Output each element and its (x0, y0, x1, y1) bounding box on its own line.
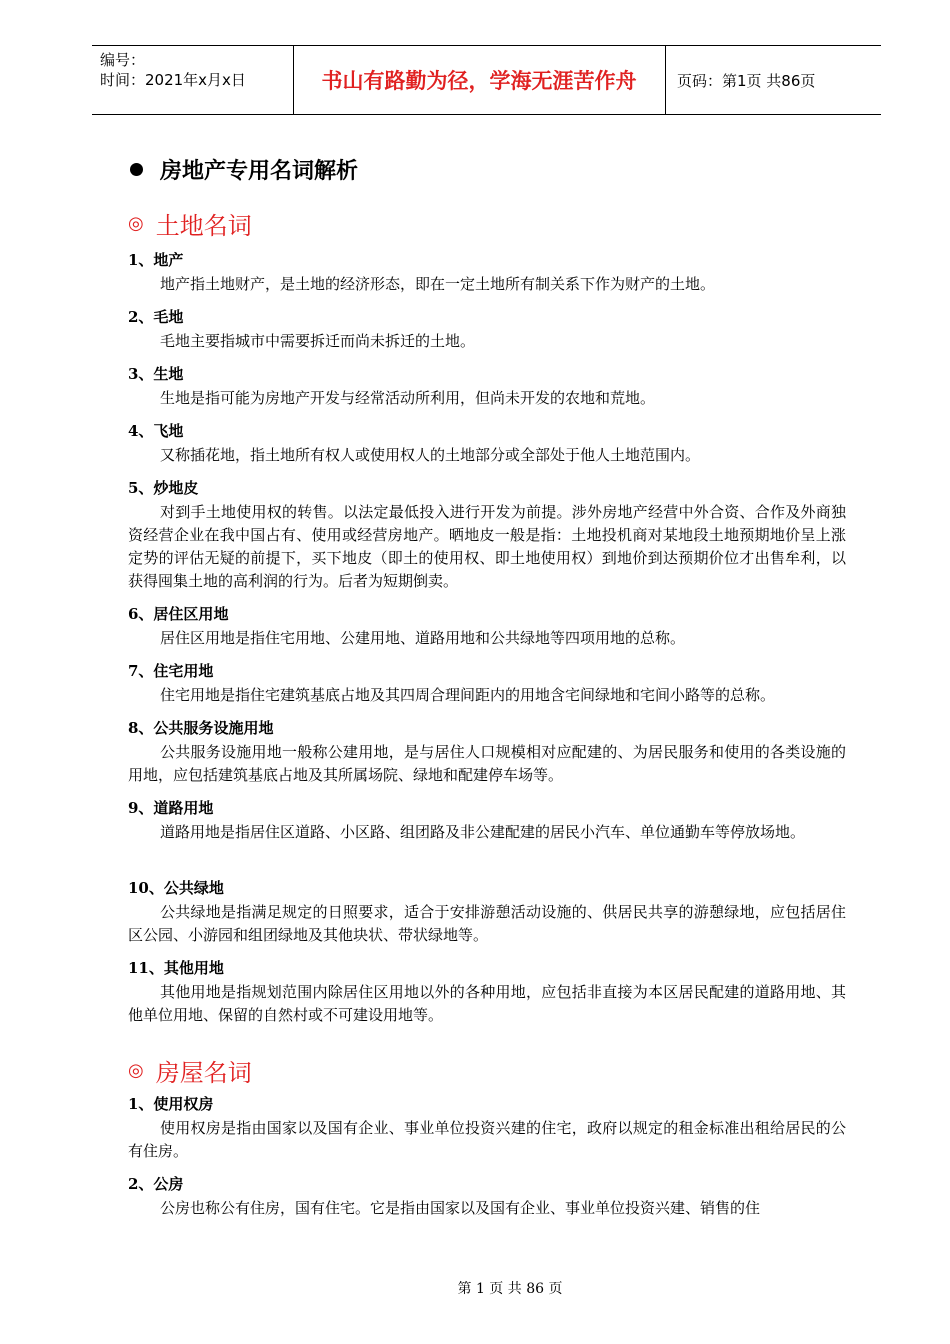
term-body: 居住区用地是指住宅用地、公建用地、道路用地和公共绿地等四项用地的总称。 (160, 629, 686, 647)
section-heading-housing (128, 1053, 252, 1088)
term-body: 公共服务设施用地一般称公建用地，是与居住人口规模相对应配建的、为居民服务和使用的各类设施的用地，应包括建筑基底占地及其所属场院、绿地和配建停车场等。 (128, 743, 846, 784)
term-body: 其他用地是指规划范围内除居住区用地以外的各种用地，应包括非直接为本区居民配建的道路用地、其他单位用地、保留的自然村或不可建设用地等。 (128, 983, 846, 1024)
term-title: 8、公共服务设施用地 (128, 719, 274, 737)
page-header (92, 45, 881, 115)
term-title: 9、道路用地 (128, 799, 214, 817)
term-body: 公共绿地是指满足规定的日照要求，适合于安排游憩活动设施的、供居民共享的游憩绿地，应包括居住区公园、小游园和组团绿地及其他块状、带状绿地等。 (128, 903, 846, 944)
term-title: 11、其他用地 (128, 959, 224, 977)
target-circle-icon: ◎ (128, 213, 144, 234)
section-title: 土地名词 (155, 212, 252, 240)
header-page-info: 页码：第1页 共86页 (677, 71, 816, 90)
term-title: 6、居住区用地 (128, 605, 229, 623)
term-title: 2、公房 (128, 1175, 184, 1193)
term-body: 住宅用地是指住宅建筑基底占地及其四周合理间距内的用地含宅间绿地和宅间小路等的总称。 (160, 686, 776, 704)
section-heading-land (128, 206, 252, 241)
time-label: 时间：2021年x月x日 (100, 71, 246, 89)
header-motto: 书山有路勤为径，学海无涯苦作舟 (321, 69, 637, 93)
term-title: 10、公共绿地 (128, 879, 224, 897)
term-title: 4、飞地 (128, 422, 184, 440)
term-body: 又称插花地，指土地所有权人或使用权人的土地部分或全部处于他人土地范围内。 (160, 446, 701, 464)
term-body: 公房也称公有住房，国有住宅。它是指由国家以及国有企业、事业单位投资兴建、销售的住 (160, 1199, 761, 1217)
term-title: 5、炒地皮 (128, 479, 199, 497)
term-title: 1、使用权房 (128, 1095, 214, 1113)
term-body: 使用权房是指由国家以及国有企业、事业单位投资兴建的住宅，政府以规定的租金标准出租给居民的公有住房。 (128, 1119, 846, 1160)
term-title: 3、生地 (128, 365, 184, 383)
target-circle-icon: ◎ (128, 1060, 144, 1081)
term-body: 生地是指可能为房地产开发与经常活动所利用，但尚未开发的农地和荒地。 (160, 389, 656, 407)
term-body: 地产指土地财产，是土地的经济形态，即在一定土地所有制关系下作为财产的土地。 (160, 275, 716, 293)
term-body: 毛地主要指城市中需要拆迁而尚未拆迁的土地。 (160, 332, 476, 350)
document-title (130, 154, 358, 185)
document-title-text: 房地产专用名词解析 (160, 159, 359, 184)
term-title: 7、住宅用地 (128, 662, 214, 680)
term-title: 2、毛地 (128, 308, 184, 326)
bullet-icon (130, 163, 143, 176)
term-body: 道路用地是指居住区道路、小区路、组团路及非公建配建的居民小汽车、单位通勤车等停放场地。 (160, 823, 806, 841)
page-footer: 第 1 页 共 86 页 (457, 1281, 563, 1297)
term-title: 1、地产 (128, 251, 184, 269)
header-meta (100, 50, 246, 90)
header-divider (665, 46, 666, 114)
section-title: 房屋名词 (155, 1059, 252, 1087)
term-body: 对到手土地使用权的转售。以法定最低投入进行开发为前提。涉外房地产经营中外合资、合作及外商独资经营企业在我中国占有、使用或经营房地产。晒地皮一般是指：土地投机商对某地段土地预期地价呈上涨定势的评估无疑的前提下，买下地皮（即土的使用权、即土地使用权）到地价到达预期价位才出售牟利，以获得囤集土地的高利润的行为。后者为短期倒卖。 (128, 503, 846, 590)
number-label: 编号： (100, 51, 146, 69)
